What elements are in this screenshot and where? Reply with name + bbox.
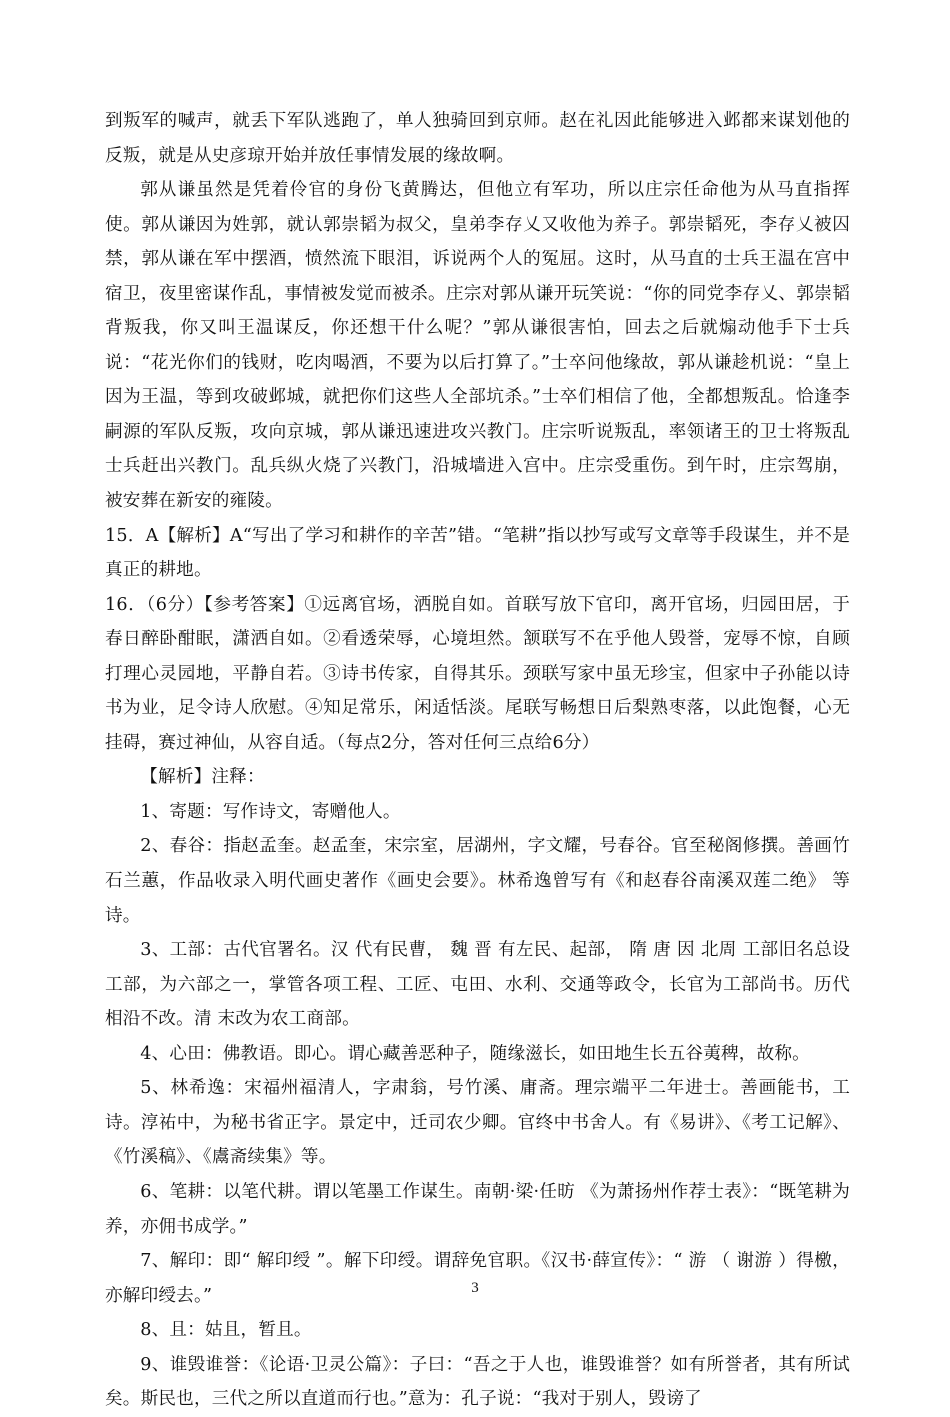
analysis-heading: 【解析】注释： <box>140 767 265 788</box>
note-5: 5、林希逸：宋福州福清人，字肃翁，号竹溪、庸斋。理宗端平二年进士。善画能书，工诗。淳祐中，为秘书省正字。景定中，迁司农少卿。官终中书舍人。有《易讲》、《考工记解》、《竹溪稿》、《鬳斋续集》等。 <box>105 1078 850 1168</box>
answer-15: 15．A【解析】A“写出了学习和耕作的辛苦”错。“笔耕”指以抄写或写文章等手段谋生，并不是真正的耕地。 <box>105 525 850 581</box>
note-9: 9、谁毁谁誉：《论语·卫灵公篇》：子曰：“吾之于人也，谁毁谁誉？如有所誉者，其有所试矣。斯民也，三代之所以直道而行也。”意为：孔子说：“我对于别人，毁谤了 <box>105 1354 850 1410</box>
note-8: 8、且：姑且，暂且。 <box>140 1320 312 1341</box>
paragraph-guo-congqian: 郭从谦虽然是凭着伶官的身份飞黄腾达，但他立有军功，所以庄宗任命他为从马直指挥使。郭从谦因为姓郭，就认郭崇韬为叔父，皇弟李存乂又收他为养子。郭崇韬死，李存乂被囚禁，郭从谦在军中摆酒，愤然流下眼泪，诉说两个人的冤屈。这时，从马直的士兵王温在宫中宿卫，夜里密谋作乱，事情被发觉而被杀。庄宗对郭从谦开玩笑说：“你的同党李存乂、郭崇韬背叛我，你又叫王温谋反，你还想干什么呢？”郭从谦很害怕，回去之后就煽动他手下士兵说：“花光你们的钱财，吃肉喝酒，不要为以后打算了。”士卒问他缘故，郭从谦趁机说：“皇上因为王温，等到攻破邺城，就把你们这些人全部坑杀。”士卒们相信了他，全都想叛乱。恰逢李嗣源的军队反叛，攻向京城，郭从谦迅速进攻兴教门。庄宗听说叛乱，率领诸王的卫士将叛乱士兵赶出兴教门。乱兵纵火烧了兴教门，沿城墙进入宫中。庄宗受重伤。到午时，庄宗驾崩，被安葬在新安的雍陵。 <box>105 180 850 512</box>
paragraph-continuation: 到叛军的喊声，就丢下军队逃跑了，单人独骑回到京师。赵在礼因此能够进入邺都来谋划他的反叛，就是从史彦琼开始并放任事情发展的缘故啊。 <box>105 111 850 166</box>
note-6: 6、笔耕：以笔代耕。谓以笔墨工作谋生。南朝·梁·任昉 《为萧扬州作荐士表》：“既笔耕为养，亦佣书成学。” <box>105 1181 850 1237</box>
document-page <box>105 104 850 1417</box>
page-number: 3 <box>471 1280 479 1296</box>
note-4: 4、心田：佛教语。即心。谓心藏善恶种子，随缘滋长，如田地生长五谷荑稗，故称。 <box>140 1043 810 1064</box>
note-1: 1、寄题：写作诗文，寄赠他人。 <box>140 801 401 822</box>
answer-16: 16．（6分）【参考答案】①远离官场，洒脱自如。首联写放下官印，离开官场，归园田居，于春日醉卧酣眠，潇洒自如。②看透荣辱，心境坦然。颔联写不在乎他人毁誉，宠辱不惊，自顾打理心灵园地，平静自若。③诗书传家，自得其乐。颈联写家中虽无珍宝，但家中子孙能以诗书为业，足令诗人欣慰。④知足常乐，闲适恬淡。尾联写畅想日后梨熟枣落，以此饱餐，心无挂碍，赛过神仙，从容自适。（每点2分，答对任何三点给6分） <box>105 594 850 753</box>
note-3: 3、工部：古代官署名。汉 代有民曹， 魏 晋 有左民、起部， 隋 唐 因 北周 工部旧名总设工部，为六部之一，掌管各项工程、工匠、屯田、水利、交通等政令，长官为工部尚书。历代相沿不改。清 末改为农工商部。 <box>105 940 850 1030</box>
note-2: 2、春谷：指赵孟奎。赵孟奎，宋宗室，居湖州，字文耀，号春谷。官至秘阁修撰。善画竹石兰蕙，作品收录入明代画史著作《画史会要》。林希逸曾写有《和赵春谷南溪双莲二绝》 等诗。 <box>105 836 850 926</box>
note-7: 7、解印：即“ 解印绶 ”。解下印绶。谓辞免官职。《汉书·薛宣传》：“ 游 （ 谢游 ）得檄，亦解印绶去。” <box>105 1251 850 1306</box>
